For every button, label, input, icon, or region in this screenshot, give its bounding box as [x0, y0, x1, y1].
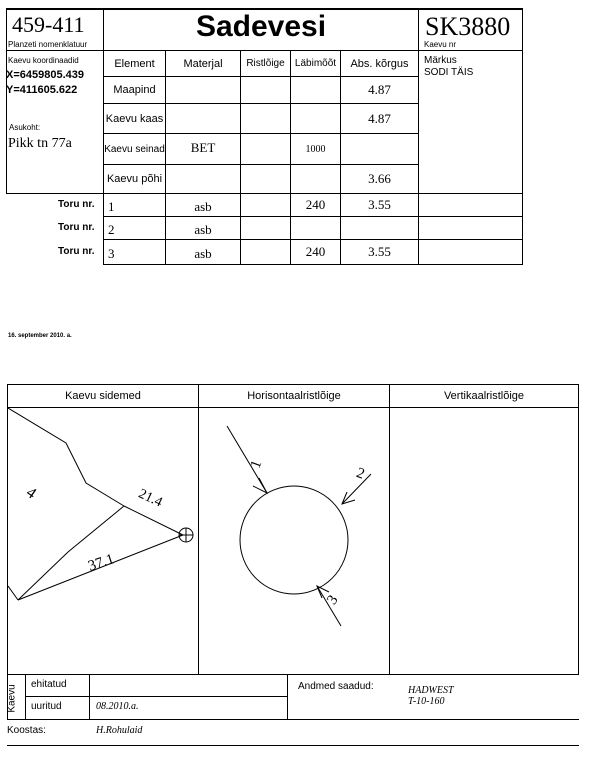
col-header-horizontal-section: Horisontaalristlõige: [247, 390, 341, 402]
well-circle: [240, 486, 348, 594]
col-header-cross-section: Ristlõige: [246, 58, 285, 69]
pipe-label: Toru nr.: [58, 199, 95, 210]
pipe-label: Toru nr.: [58, 246, 95, 257]
link-label-37-1: 37.1: [86, 551, 117, 575]
document-date: 16. september 2010. a.: [8, 333, 72, 339]
table-row-abs: 3.66: [368, 171, 391, 186]
location-value: Pikk tn 77a: [8, 136, 72, 151]
location-label: Asukoht:: [9, 123, 41, 132]
table-row-element: Maapind: [113, 84, 156, 96]
pipe-number: 3: [108, 246, 115, 261]
pipe-diameter: 240: [305, 197, 326, 212]
pipe-label: Toru nr.: [58, 222, 95, 233]
pipe-material: asb: [194, 222, 212, 237]
link-label-4: 4: [22, 483, 40, 503]
pipe-number: 2: [108, 222, 115, 237]
author-label: Koostas:: [7, 725, 46, 736]
pipe-material: asb: [194, 199, 212, 214]
pipe-label-2: 2: [354, 465, 367, 483]
table-row-abs: 4.87: [368, 110, 391, 126]
table-row-abs: 4.87: [368, 82, 391, 97]
link-label-21-4: 21.4: [135, 486, 165, 511]
table-row-element: Kaevu seinad: [104, 143, 165, 155]
well-number: SK3880: [425, 12, 511, 41]
surveyed-value: 08.2010.a.: [96, 701, 139, 712]
made-label: ehitatud: [31, 679, 67, 690]
author-value: H.Rohulaid: [96, 725, 143, 736]
table-row-element: Kaevu kaas: [105, 112, 164, 125]
pipe-label-3: 3: [324, 592, 342, 608]
well-links-sketch: [8, 408, 198, 674]
map-sheet-label: Planzeti nomenklatuur: [8, 40, 88, 49]
coord-x: X=6459805.439: [6, 69, 84, 81]
col-header-vertical-section: Vertikaalristlõige: [443, 390, 525, 402]
pipe-diameter: 240: [305, 244, 326, 259]
pipe-material: asb: [194, 246, 212, 261]
remarks-value: SODI TÄIS: [424, 67, 474, 78]
data-source-label: Andmed saadud:: [298, 681, 374, 692]
table-row-material: BET: [190, 140, 216, 155]
col-header-well-links: Kaevu sidemed: [65, 390, 141, 402]
table-row-diameter: 1000: [305, 143, 326, 155]
col-header-element: Element: [114, 57, 155, 70]
pipe-abs: 3.55: [368, 197, 391, 212]
col-header-material: Materjal: [183, 57, 223, 70]
data-source-code: T-10-160: [408, 696, 445, 707]
surveyed-label: uuritud: [31, 701, 62, 712]
well-number-label: Kaevu nr: [424, 40, 457, 49]
coords-label: Kaevu koordinaadid: [8, 56, 79, 65]
map-sheet-number: 459-411: [12, 12, 85, 37]
pipe-label-1: 1: [247, 458, 266, 471]
remarks-label: Märkus: [424, 55, 457, 66]
page-title: Sadevesi: [195, 10, 327, 43]
table-row-element: Kaevu põhi: [106, 173, 163, 185]
coord-y: Y=411605.622: [6, 84, 78, 96]
pipe-number: 1: [108, 199, 115, 214]
pipe-abs: 3.55: [368, 244, 391, 259]
horizontal-section-sketch: [199, 408, 389, 674]
col-header-abs-height: Abs. kõrgus: [350, 57, 409, 70]
footer-side-label: Kaevu: [6, 684, 18, 713]
col-header-diameter: Läbimõõt: [294, 58, 337, 69]
data-source-company: HADWEST: [408, 685, 454, 696]
